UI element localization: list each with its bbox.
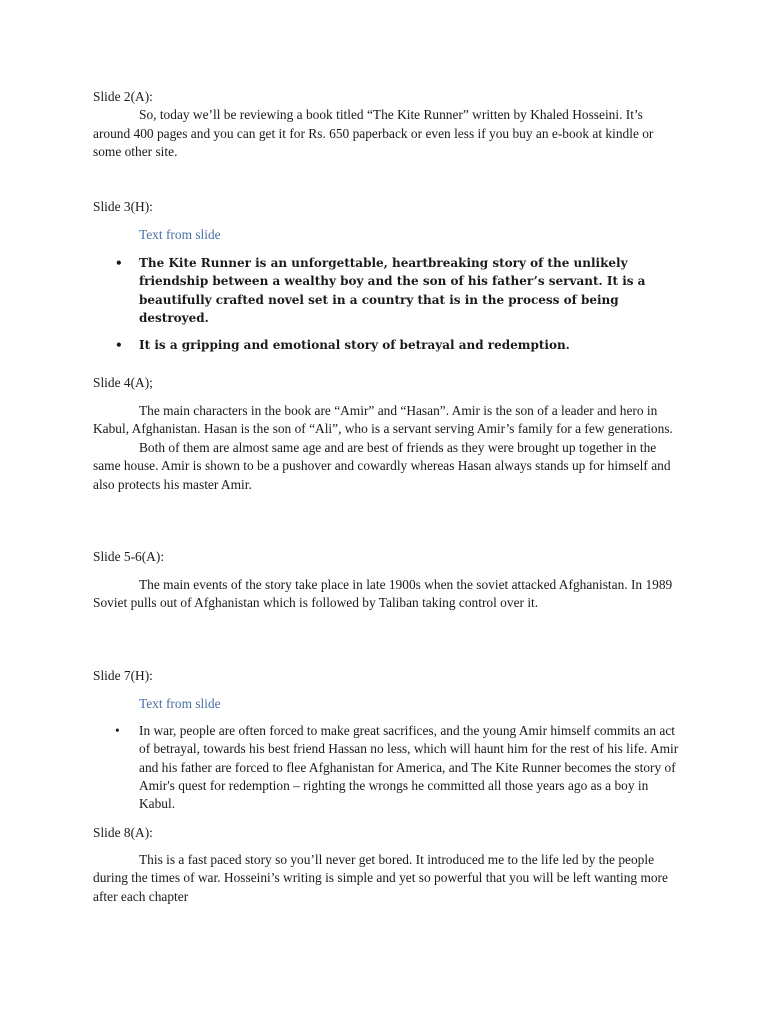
slide-8-section (93, 851, 678, 906)
slide-7-bullet-list (93, 722, 683, 813)
slide-5-6-heading: Slide 5-6(A): (93, 549, 165, 564)
slide-4-para-2: Both of them are almost same age and are best of friends as they were brought up together in the same house. Amir is shown to be a pushover and cowardly whereas Hasan always stands up for himself and also protects his master Amir. (93, 439, 671, 492)
bullet-icon: • (115, 338, 123, 353)
slide-5-6-body: The main events of the story take place in late 1900s when the soviet attacked Afghanistan. In 1989 Soviet pulls out of Afghanistan which is followed by Taliban taking control over it. (93, 577, 673, 611)
slide-3-bullet-2-text: It is a gripping and emotional story of betrayal and redemption. (139, 338, 570, 353)
bullet-icon: • (115, 723, 120, 738)
slide-3-bullet-2 (93, 336, 683, 354)
slide-8-body: This is a fast paced story so you’ll never get bored. It introduced me to the life led by the people during the times of war. Hosseini’s writing is simple and yet so powerful that you will be left wanting more after each chapter (93, 852, 668, 904)
slide-4-section (93, 402, 678, 494)
slide-2-section (93, 88, 678, 162)
slide-3-bullet-1-text: The Kite Runner is an unforgettable, heartbreaking story of the unlikely friendship between a wealthy boy and the son of his father’s servant. It is a beautifully crafted novel set in a country that is in the process of being destroyed. (139, 256, 646, 325)
slide-7-subheading: Text from slide (139, 696, 221, 711)
slide-2-body: So, today we’ll be reviewing a book titled “The Kite Runner” written by Khaled Hosseini. It’s around 400 pages and you can get it for Rs. 650 paperback or even less if you buy an e-book at kindle or some other site. (93, 107, 654, 160)
slide-2-heading: Slide 2(A): (93, 89, 153, 104)
slide-7-bullet-1 (93, 722, 683, 813)
slide-7-bullet-1-text: In war, people are often forced to make great sacrifices, and the young Amir himself commits an act of betrayal, towards his best friend Hassan no less, which will haunt him for the rest of his life. Amir and his father are forced to flee Afghanistan for America, and The Kite Runner becomes the story of Amir's quest for redemption – righting the wrongs he committed all those years ago as a boy in Kabul. (139, 723, 679, 812)
bullet-icon: • (115, 256, 123, 270)
slide-4-heading: Slide 4(A); (93, 375, 153, 390)
slide-3-bullet-1 (93, 254, 683, 327)
slide-3-heading: Slide 3(H): (93, 199, 153, 214)
slide-3-subheading: Text from slide (139, 227, 221, 242)
slide-4-para-1: The main characters in the book are “Amir” and “Hasan”. Amir is the son of a leader and hero in Kabul, Afghanistan. Hasan is the son of “Ali”, who is a servant serving Amir’s family for a few generations. (93, 403, 673, 437)
slide-5-6-section (93, 576, 678, 613)
slide-3-bullet-list (93, 254, 683, 354)
slide-7-heading: Slide 7(H): (93, 668, 153, 683)
slide-8-heading: Slide 8(A): (93, 825, 153, 840)
